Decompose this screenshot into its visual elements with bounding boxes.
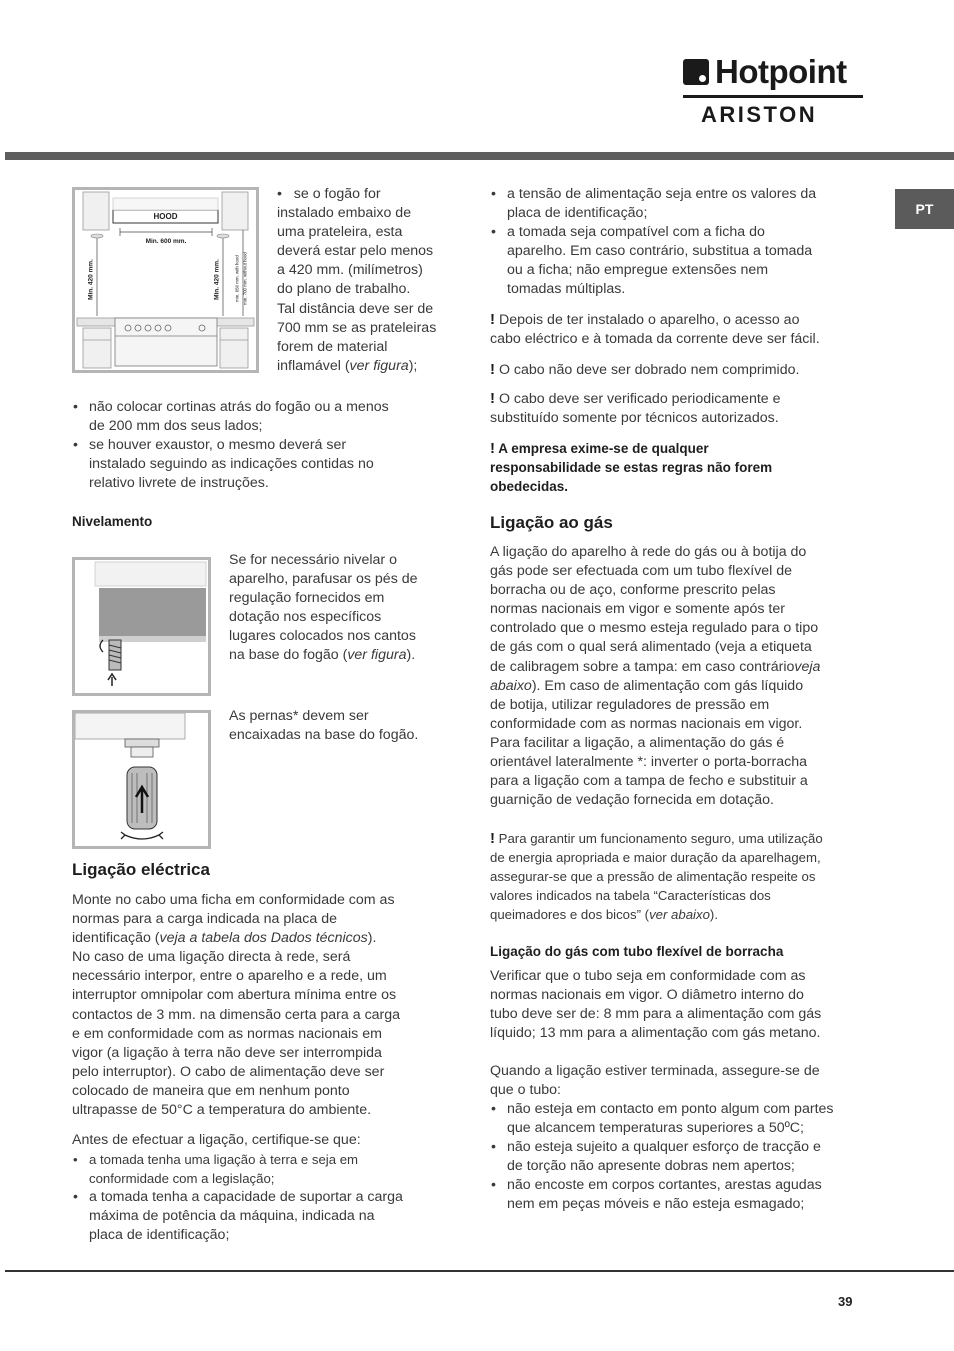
page-number: 39 (838, 1294, 853, 1309)
min-600-label: Min. 600 mm. (145, 238, 187, 245)
gas-ref-below: veja (794, 658, 821, 675)
leg-diagram-icon (75, 713, 208, 846)
electric-check-list-cont (490, 185, 870, 300)
list-item: • a tomada tenha a capacidade de suportar a carga máxima de potência da máquina, indicada na placa de identificação; (72, 1188, 457, 1245)
min-420-left-label: Min. 420 mm. (87, 259, 95, 300)
nivelamento-title: Nivelamento (72, 514, 153, 529)
rubber-tube-paragraph: Verificar que o tubo seja em conformidade com as normas nacionais em vigor. O diâmetro interno do tubo deve ser de: 8 mm para a alimentação com gás líquido; 13 mm para a alimentação com gás metano. (490, 968, 822, 1042)
install-bullets (72, 398, 457, 493)
brand-logo (683, 53, 863, 128)
gas-paragraph: A ligação do aparelho à rede do gás ou à botija do gás pode ser efectuada com um tubo flexível de borracha ou de aço, conforme prescrito pelas normas nacionais em vigor e somente após ter controlado que o mesmo esteja regulado para o tipo de gás com o qual será alimentado (veja a etiqueta de calibragem sobre a tampa: em caso contrárioveja abaixo). Em caso de alimentação com gás líquido de botija, utilizar reguladores de pressão em conformidade com as normas nacionais em vigor. Para facilitar a ligação, a alimentação do gás é orientável lateralmente *: inverter o porta-borracha para a ligação com a tampa de fecho e substituir a guarnição de vedação fornecida em dotação. (490, 544, 821, 809)
shelf-line: uma prateleira, esta (277, 224, 403, 241)
warning-icon: ! (490, 390, 495, 407)
list-item: • não encoste em corpos cortantes, arestas agudas nem em peças móveis e não esteja esmagado; (490, 1176, 870, 1214)
electric-paragraph: Monte no cabo uma ficha em conformidade com as normas para a carga indicada na placa de identificação (veja a tabela dos Dados técnicos). No caso de uma ligação directa à rede, será necessário interpor, entre o aparelho e a rede, um interruptor omnipolar com abertura mínima entre os contactos de 3 mm. na dimensão certa para a carga e em conformidade com as normas nacionais em vigor (a ligação à terra não deve ser interrompida pelo interruptor). O cabo de alimentação deve ser colocado de maneira que em nenhum ponto ultrapasse de 50°C a temperatura do ambiente. (72, 892, 401, 1119)
hood-label: HOOD (153, 212, 178, 221)
electric-title: Ligação eléctrica (72, 860, 210, 879)
min-420-right-label: Min. 420 mm. (213, 259, 221, 300)
shelf-bullet: • se o fogão for instalado embaixo de uma prateleira, esta deverá estar pelo menos a 420 mm. (milímetros) do plano de trabalho. Tal distância deve ser de 700 mm se as prateleiras forem de material inflamável (ver figura); (277, 185, 457, 376)
rubber-tube-check: Quando a ligação estiver terminada, assegure-se de que o tubo: (490, 1063, 820, 1099)
warning-icon: ! (490, 440, 495, 457)
rubber-tube-list (490, 1100, 870, 1215)
technical-data-ref: veja a tabela dos Dados técnicos (159, 930, 368, 947)
warning-icon: ! (490, 311, 495, 328)
brand-name-ariston: ARISTON (701, 102, 818, 127)
hotpoint-logo-icon (683, 59, 709, 85)
shelf-line: Tal distância deve ser de (277, 300, 434, 317)
min-700-label: min. 700 mm. without hood (242, 252, 248, 305)
list-item: • a tensão de alimentação seja entre os valores da placa de identificação; (490, 185, 870, 223)
logo-divider (683, 95, 863, 98)
header-bar (5, 152, 954, 160)
list-item: • não esteja em contacto em ponto algum com partes que alcancem temperaturas superiores a 50ºC; (490, 1100, 870, 1138)
leveling-text: Se for necessário nivelar o aparelho, parafusar os pés de regulação fornecidos em dotação nos específicos lugares colocados nos cantos na base do fogão (ver figura). (229, 552, 418, 664)
gas-ref-below: abaixo (490, 677, 532, 694)
shelf-line: se o fogão for (293, 186, 381, 202)
legs-text: As pernas* devem ser encaixadas na base do fogão. (229, 708, 419, 744)
footer-divider (5, 1270, 954, 1272)
list-item: • a tomada tenha uma ligação à terra e seja em conformidade com a legislação; (72, 1150, 457, 1188)
list-item: • não colocar cortinas atrás do fogão ou a menos de 200 mm dos seus lados; (72, 398, 457, 436)
warning-icon: ! (490, 361, 495, 378)
shelf-line: a 420 mm. (milímetros) (277, 262, 423, 279)
list-item: • se houver exaustor, o mesmo deverá ser instalado seguindo as indicações contidas no relativo livrete de instruções. (72, 436, 457, 493)
brand-name-hotpoint: Hotpoint (715, 53, 847, 90)
leveling-diagram-icon (75, 560, 208, 693)
legs-figure (72, 710, 211, 849)
warning-2: ! O cabo não deve ser dobrado nem comprimido. (490, 361, 800, 378)
shelf-line-end: ); (408, 357, 418, 374)
warning-4: ! A empresa exime-se de qualquer responsabilidade se estas regras não forem obedecidas. (490, 440, 773, 495)
shelf-figure-ref: ver figura (349, 357, 409, 374)
shelf-line: forem de material (277, 338, 388, 355)
shelf-line: instalado embaixo de (277, 205, 412, 222)
gas-warning: ! Para garantir um funcionamento seguro, uma utilização de energia apropriada e maior duração da aparelhagem, assegurar-se que a pressão de alimentação respeite os valores indicados na tabela “Características dos queimadores e dos bicos” (ver abaixo). (490, 830, 823, 922)
hood-clearance-figure (72, 187, 259, 373)
shelf-line: do plano de trabalho. (277, 281, 411, 298)
warning-icon: ! (490, 830, 495, 847)
electric-check-intro: Antes de efectuar a ligação, certifique-se que: (72, 1132, 361, 1148)
gas-title: Ligação ao gás (490, 513, 613, 532)
burner-table-ref: ver abaixo (649, 907, 710, 922)
leveling-figure-ref: ver figura (347, 647, 407, 664)
electric-check-list (72, 1150, 457, 1245)
warning-3: ! O cabo deve ser verificado periodicamente e substituído somente por técnicos autorizados. (490, 390, 781, 427)
shelf-line: inflamável ( (277, 357, 350, 374)
shelf-line: 700 mm se as prateleiras (277, 319, 437, 336)
list-item: • a tomada seja compatível com a ficha do aparelho. Em caso contrário, substitua a tomada ou a ficha; não empregue extensões nem tomadas múltiplas. (490, 223, 870, 299)
min-650-label: min. 650 mm. with hood (234, 255, 240, 302)
leveling-figure (72, 557, 211, 696)
shelf-line: deverá estar pelo menos (277, 243, 434, 260)
list-item: • não esteja sujeito a qualquer esforço de tracção e de torção não apresente dobras nem apertos; (490, 1138, 870, 1176)
language-tab: PT (895, 189, 954, 229)
rubber-tube-title: Ligação do gás com tubo flexível de borracha (490, 944, 784, 959)
warning-1: ! Depois de ter instalado o aparelho, o acesso ao cabo eléctrico e à tomada da corrente deve ser fácil. (490, 311, 820, 348)
